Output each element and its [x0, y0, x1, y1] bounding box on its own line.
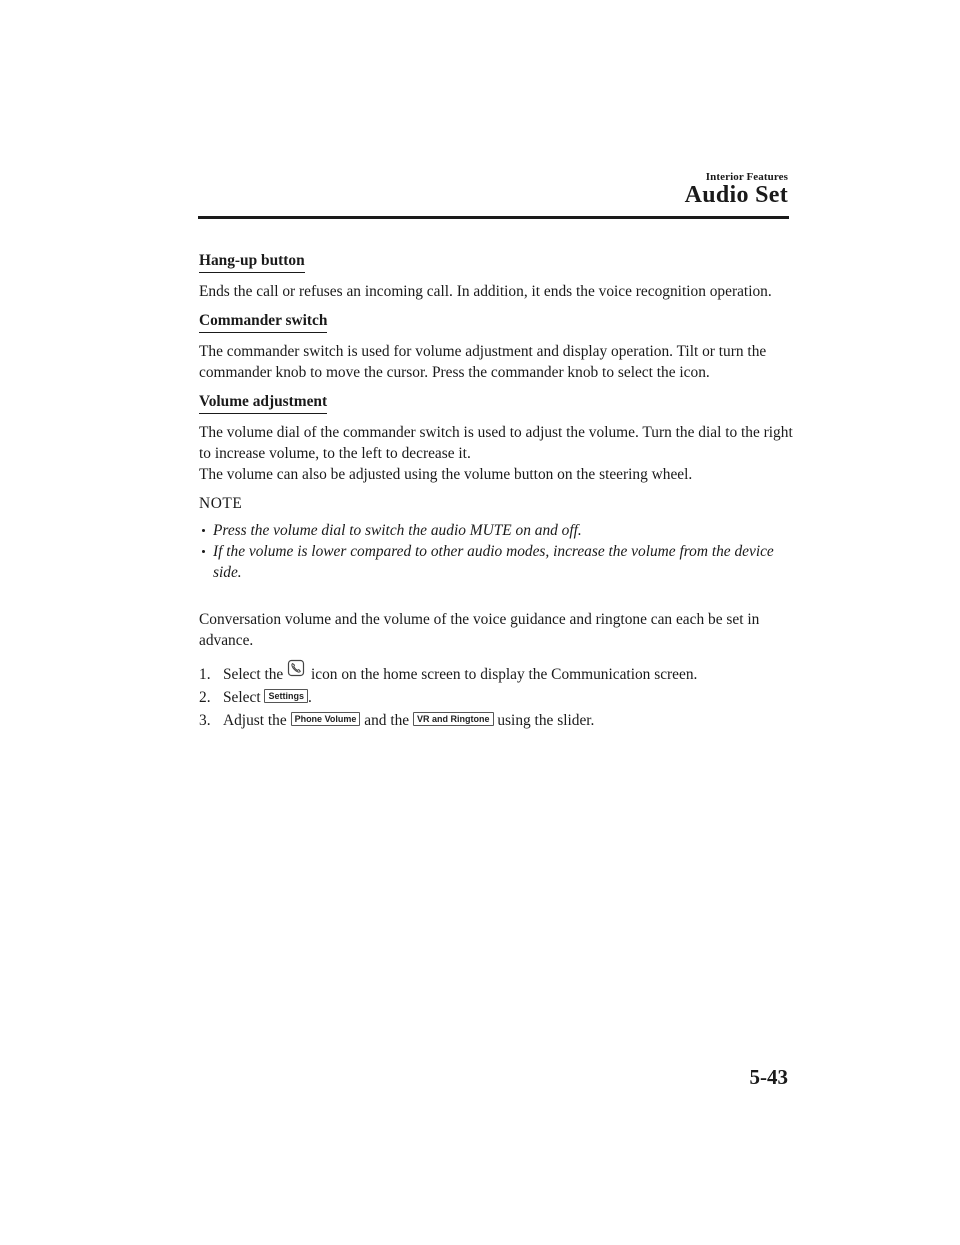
section-label: Interior Features	[705, 171, 788, 183]
step-text: Select the	[223, 666, 284, 683]
phone-icon	[287, 659, 305, 677]
conversation-description: Conversation volume and the volume of the voice guidance and ringtone can each be set in advance.	[199, 611, 760, 649]
note-item	[199, 541, 794, 583]
step-item	[199, 687, 794, 708]
heading-hangup-button: Hang-up button	[199, 250, 305, 273]
page-title: Audio Set	[684, 182, 788, 208]
step-number: 2.	[199, 689, 211, 706]
step-text: using the slider.	[497, 712, 595, 729]
settings-button: Settings	[264, 689, 308, 703]
step-item	[199, 659, 794, 685]
header-rule	[198, 216, 789, 219]
note-label: NOTE	[199, 495, 243, 512]
page-number: 5-43	[749, 1065, 788, 1089]
volume-description	[199, 422, 794, 485]
note-text: If the volume is lower compared to other audio modes, increase the volume from the device side.	[213, 543, 774, 581]
commander-description: The commander switch is used for volume adjustment and display operation. Tilt or turn the commander knob to move the cursor. Press the commander knob to select the icon.	[199, 343, 767, 381]
volume-text-1: The volume dial of the commander switch is used to adjust the volume. Turn the dial to the right to increase volume, to the left to decrease it.	[199, 424, 793, 462]
hangup-description: Ends the call or refuses an incoming call. In addition, it ends the voice recognition operation.	[199, 283, 772, 300]
note-text: Press the volume dial to switch the audio MUTE on and off.	[213, 522, 582, 539]
bullet-icon	[202, 550, 205, 553]
heading-commander-switch: Commander switch	[199, 310, 327, 333]
step-text: Adjust the	[223, 712, 287, 729]
step-number: 1.	[199, 666, 211, 683]
step-item	[199, 710, 794, 731]
step-number: 3.	[199, 712, 211, 729]
step-text: icon on the home screen to display the Communication screen.	[310, 666, 698, 683]
note-item	[199, 520, 794, 541]
heading-volume-adjustment: Volume adjustment	[199, 391, 327, 414]
phone-volume-button: Phone Volume	[291, 712, 361, 726]
main-content	[199, 250, 794, 733]
step-text: .	[307, 689, 312, 706]
steps-list	[199, 659, 794, 731]
bullet-icon	[202, 529, 205, 532]
step-text: and the	[364, 712, 410, 729]
volume-text-2: The volume can also be adjusted using the volume button on the steering wheel.	[199, 466, 693, 483]
note-list	[199, 520, 794, 583]
step-text: Select	[223, 689, 261, 706]
vr-and-ringtone-button: VR and Ringtone	[413, 712, 494, 726]
